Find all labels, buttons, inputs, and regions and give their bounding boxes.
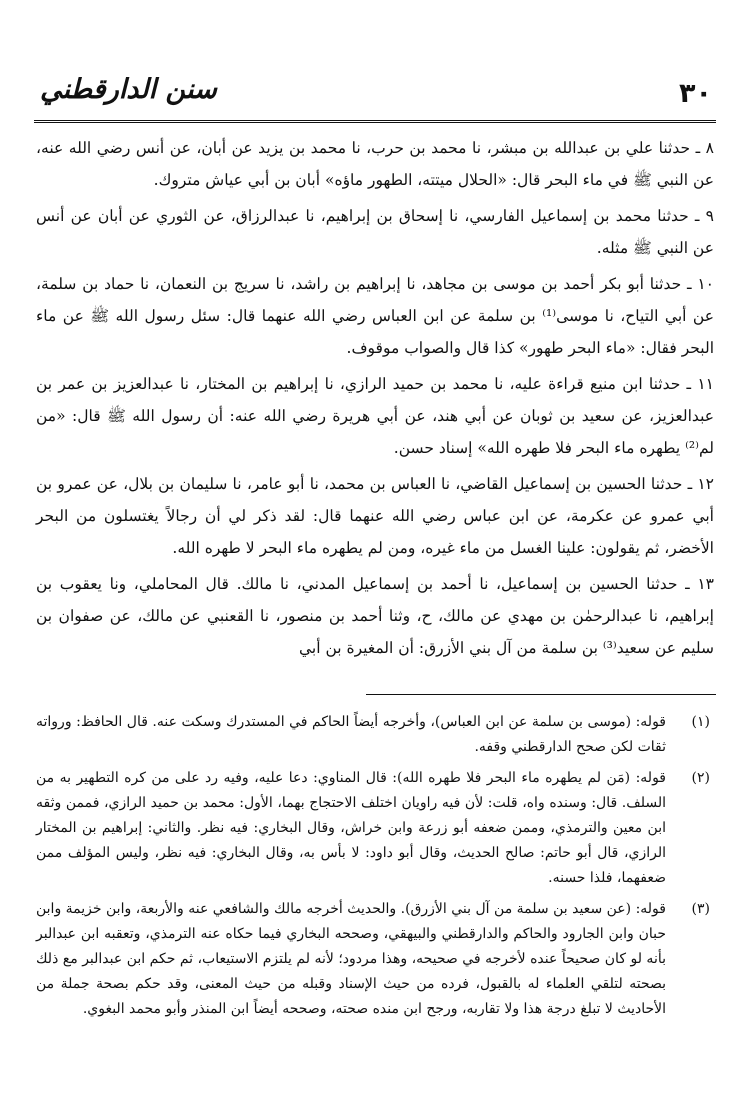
footnote-separator (366, 694, 716, 695)
hadith-paragraph: ١٠ ـ حدثنا أبو بكر أحمد بن موسى بن مجاهد، نا إبراهيم بن راشد، نا سريج بن النعمان، نا حماد بن سلمة، عن أبي التياح، نا موسى⁽¹⁾ بن سلمة عن ابن العباس رضي الله عنهما قال: سئل رسول الله ﷺ عن ماء البحر فقال: «ماء البحر طهور» كذا قال والصواب موقوف. (36, 275, 714, 357)
hadith-paragraph: ١١ ـ حدثنا ابن منيع قراءة عليه، نا محمد بن حميد الرازي، نا إبراهيم بن المختار، نا عبدالعزيز بن عمر بن عبدالعزيز، عن سعيد بن ثوبان عن أبي هند، عن أبي هريرة رضي الله عنه: أن رسول الله ﷺ قال: «من لم⁽²⁾ يطهره ماء البحر فلا طهره الله» إسناد حسن. (36, 375, 714, 457)
footnote-marker: (٣) (691, 901, 710, 917)
footnotes (36, 710, 714, 1028)
footnote-marker: (٢) (691, 770, 710, 786)
hadith-paragraph: ١٢ ـ حدثنا الحسين بن إسماعيل القاضي، نا العباس بن محمد، نا أبو عامر، نا سليمان بن بلال، عن عمرو بن أبي عمرو عن عكرمة، عن ابن عباس رضي الله عنهما قال: لقد ذكر لي أن رجالاً يغتسلون من البحر الأخضر، ثم يقولون: علينا الغسل من ماء غيره، ومن لم يطهره ماء البحر لا طهره الله. (36, 475, 714, 557)
header-rule (34, 120, 716, 123)
footnote (36, 897, 714, 1022)
page-header (34, 74, 716, 118)
hadith-paragraph: ٨ ـ حدثنا علي بن عبدالله بن مبشر، نا محمد بن حرب، نا محمد بن يزيد عن أبان، عن أنس رضي الله عنه، عن النبي ﷺ في ماء البحر قال: «الحلال ميتته، الطهور ماؤه» أبان بن أبي عياش متروك. (36, 139, 714, 189)
footnote-text: قوله: (عن سعيد بن سلمة من آل بني الأزرق). والحديث أخرجه مالك والشافعي عنه والأربعة، وابن خزيمة وابن حبان وابن الجارود والحاكم والدارقطني والبيهقي، وصححه البخاري فيما حكاه عنه الترمذي، وتعقبه ابن عبدالبر بأنه لو كان صحيحاً عنده لأخرجه في صحيحه، وهذا مردود؛ لأنه لم يلتزم الاستيعاب، ثم حكم ابن عبدالبر مع ذلك بصحته لتلقي العلماء له بالقبول، فرده من حيث الإسناد وقبله من حيث المعنى، وقد حكم بصحة جملة من الأحاديث لا تبلغ درجة هذا ولا تقاربه، ورجح ابن منده صحته، وصححه أيضاً ابن المنذر وأبو محمد البغوي. (36, 901, 667, 1017)
footnote (36, 766, 714, 891)
footnote-text: قوله: (مَن لم يطهره ماء البحر فلا طهره الله): قال المناوي: دعا عليه، وفيه رد على من كره التطهير به من السلف. قال: وسنده واه، قلت: لأن فيه راويان اختلف الاحتجاج بهما، الأول: محمد بن حميد الرازي، فممن وثقه ابن معين والترمذي، وممن ضعفه أبو زرعة وابن خراش، وقال البخاري: فيه نظر. والثاني: إبراهيم بن المختار الرازي، قال أبو حاتم: صالح الحديث، وقال أبو داود: لا بأس به، وقال البخاري: فيه نظر، وليس المؤلف ممن ضعفهما، فلذا حسنه. (36, 770, 666, 886)
book-title: سنن الدارقطني (40, 74, 217, 105)
page-number: ٣٠ (679, 78, 712, 109)
hadith-paragraph: ٩ ـ حدثنا محمد بن إسماعيل الفارسي، نا إسحاق بن إبراهيم، نا عبدالرزاق، عن الثوري عن أبان عن أنس عن النبي ﷺ مثله. (36, 207, 714, 257)
footnote (36, 710, 714, 760)
hadith-paragraph: ١٣ ـ حدثنا الحسين بن إسماعيل، نا أحمد بن إسماعيل المدني، نا مالك. قال المحاملي، ونا يعقوب بن إبراهيم، نا عبدالرحمٰن بن مهدي عن مالك، ح، وثنا أحمد بن منصور، نا القعنبي عن مالك، عن صفوان بن سليم عن سعيد⁽³⁾ بن سلمة من آل بني الأزرق: أن المغيرة بن أبي (36, 575, 714, 657)
main-text (36, 132, 714, 668)
footnote-text: قوله: (موسى بن سلمة عن ابن العباس)، وأخرجه أيضاً الحاكم في المستدرك وسكت عنه. قال الحافظ: ورواته ثقات لكن صحح الدارقطني وقفه. (36, 714, 666, 755)
footnote-marker: (١) (691, 714, 710, 730)
